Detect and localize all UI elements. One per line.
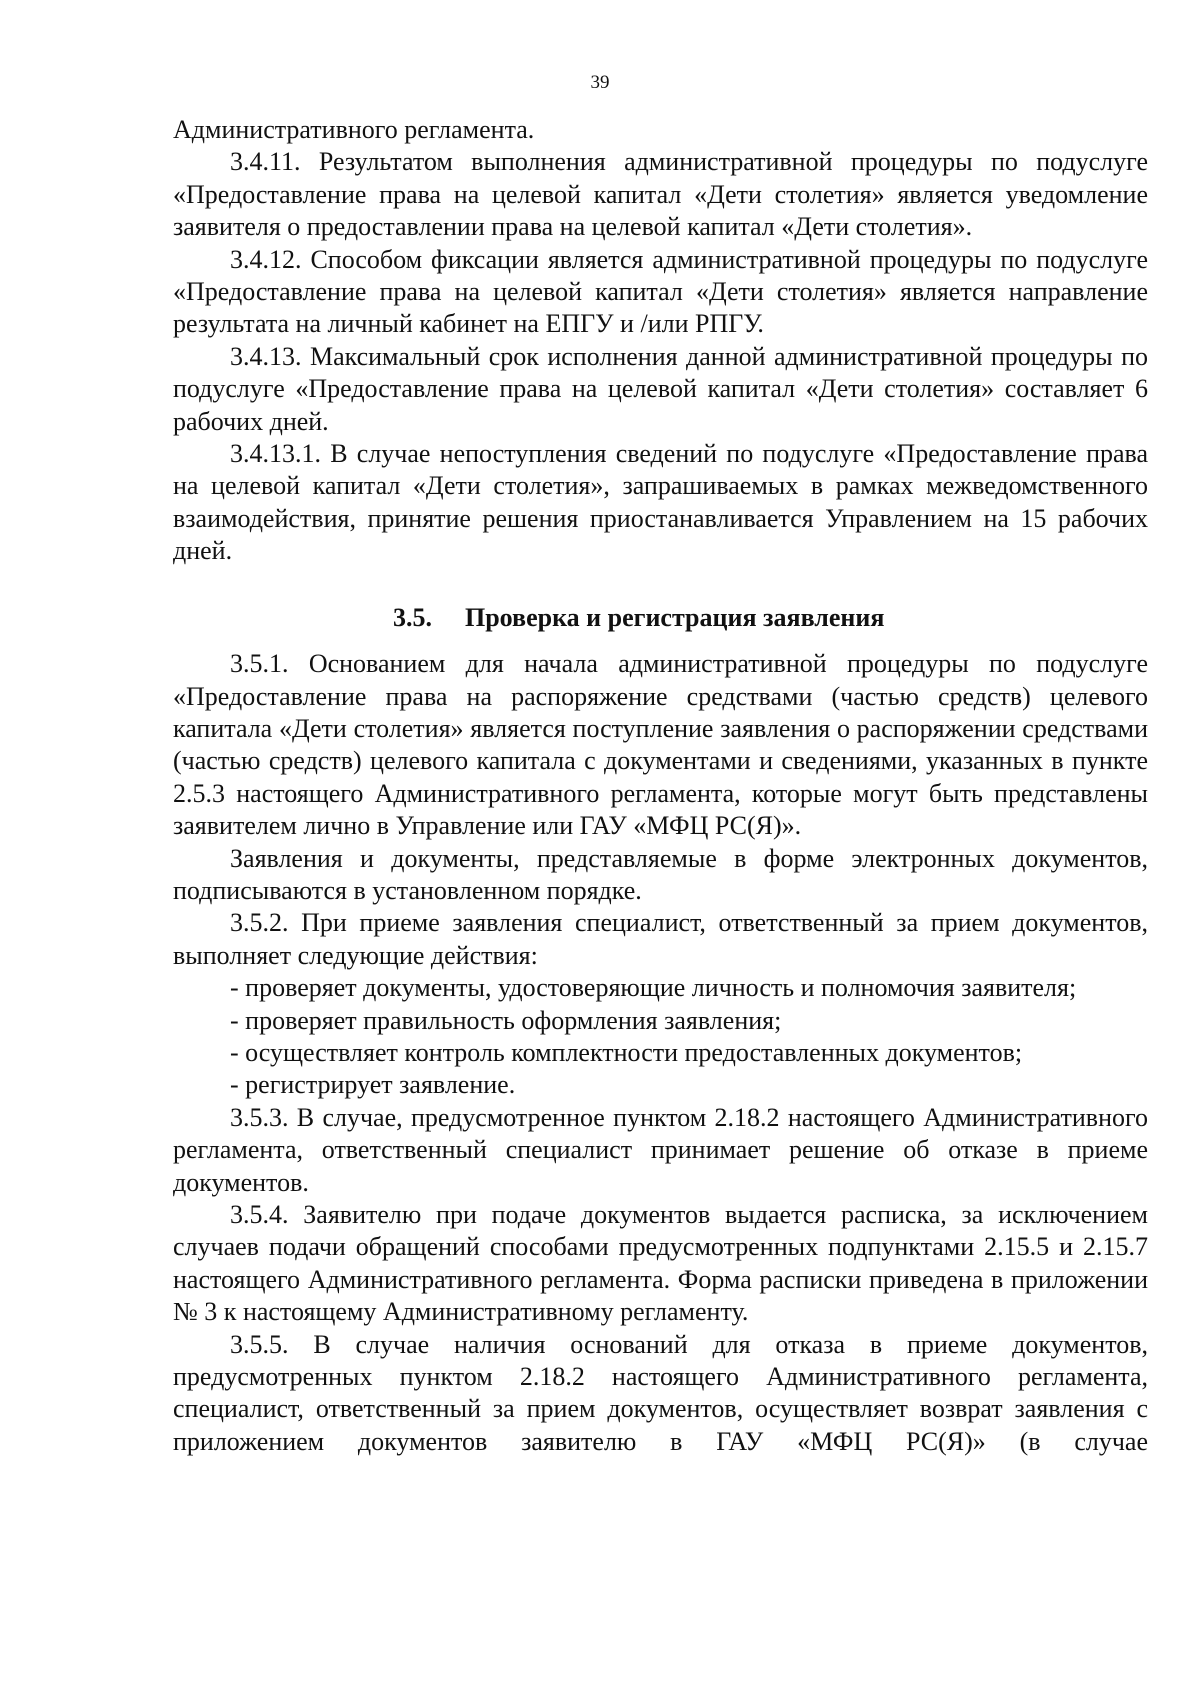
list-item: - осуществляет контроль комплектности предоставленных документов; [230, 1037, 1023, 1067]
paragraph-3-5-5: 3.5.5. В случае наличия оснований для отказа в приеме документов, предусмотренных пунктом 2.18.2 настоящего Административного регламента, специалист, ответственный за прием документов, осуществляет возврат заявления с приложением документов заявителю в ГАУ «МФЦ РС(Я)» (в случае [173, 1329, 1148, 1456]
paragraph-3-4-11: 3.4.11. Результатом выполнения административной процедуры по подуслуге «Предоставление права на целевой капитал «Дети столетия» является уведомление заявителя о предоставлении права на целевой капитал «Дети столетия». [173, 147, 1148, 242]
paragraph-3-4-12: 3.4.12. Способом фиксации является административной процедуры по подуслуге «Предоставление права на целевой капитал «Дети столетия» является направление результата на личный кабинет на ЕПГУ и /или РПГУ. [173, 244, 1148, 339]
list-item: - регистрирует заявление. [230, 1070, 516, 1100]
paragraph-3-4-13: 3.4.13. Максимальный срок исполнения данной административной процедуры по подуслуге «Предоставление права на целевой капитал «Дети столетия» составляет 6 рабочих дней. [173, 341, 1148, 436]
paragraph-3-5-1: 3.5.1. Основанием для начала административной процедуры по подуслуге «Предоставление права на распоряжение средствами (частью средств) целевого капитала «Дети столетия» является поступление заявления о распоряжении средствами (частью средств) целевого капитала с документами и сведениями, указанных в пункте 2.5.3 настоящего Административного регламента, которые могут быть представлены заявителем лично в Управление или ГАУ «МФЦ РС(Я)». [173, 649, 1148, 841]
paragraph: Административного регламента. [173, 115, 535, 144]
paragraph-3-5-2: 3.5.2. При приеме заявления специалист, ответственный за прием документов, выполняет следующие действия: [173, 908, 1148, 970]
paragraph-3-4-13-1: 3.4.13.1. В случае непоступления сведений по подуслуге «Предоставление права на целевой капитал «Дети столетия», запрашиваемых в рамках межведомственного взаимодействия, принятие решения приостанавливается Управлением на 15 рабочих дней. [173, 439, 1148, 566]
list-item: - проверяет правильность оформления заявления; [230, 1005, 782, 1035]
section-heading-number: 3.5. [393, 602, 432, 632]
list-item: - проверяет документы, удостоверяющие личность и полномочия заявителя; [230, 973, 1077, 1003]
paragraph-3-5-4: 3.5.4. Заявителю при подаче документов выдается расписка, за исключением случаев подачи обращений способами предусмотренных подпунктами 2.15.5 и 2.15.7 настоящего Административного регламента. Форма расписки приведена в приложении № 3 к настоящему Административному регламенту. [173, 1200, 1148, 1327]
paragraph-electronic-docs: Заявления и документы, представляемые в форме электронных документов, подписываются в установленном порядке. [173, 843, 1148, 905]
paragraph-3-5-3: 3.5.3. В случае, предусмотренное пунктом 2.18.2 настоящего Административного регламента, ответственный специалист принимает решение об отказе в приеме документов. [173, 1102, 1148, 1197]
section-heading-title: Проверка и регистрация заявления [465, 602, 885, 632]
section-heading [173, 602, 1148, 634]
document-body [173, 114, 1148, 1458]
page-number: 39 [590, 72, 610, 93]
